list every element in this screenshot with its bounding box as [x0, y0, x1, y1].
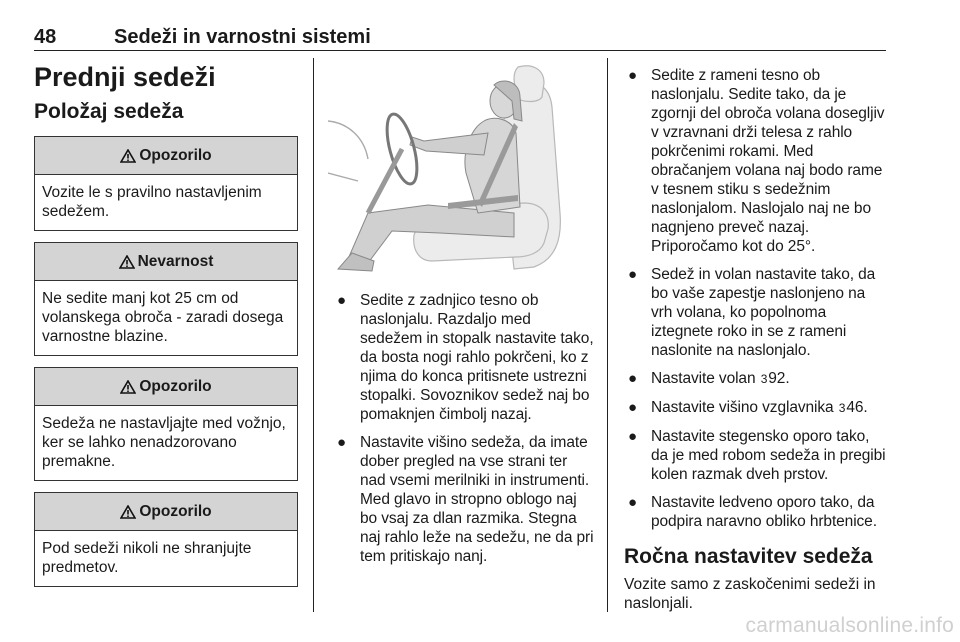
- section-paragraph: Vozite samo z zaskočenimi sedeži in naslonjali.: [624, 576, 876, 612]
- bullet-list: [624, 66, 888, 531]
- page-title: Prednji sedeži: [34, 62, 216, 92]
- warning-box-text: Pod sedeži nikoli ne shranjujte predmetov.: [42, 540, 252, 576]
- list-item: ● Nastavite višino vzglavnika 346.: [628, 399, 868, 416]
- column-divider: [313, 58, 314, 612]
- warning-box-heading: Opozorilo: [139, 146, 212, 164]
- column-left: [34, 60, 298, 598]
- subsection-title: Položaj sedeža: [34, 100, 184, 123]
- column-right: [624, 66, 888, 613]
- list-item: ● Sedite z zadnjico tesno ob naslonjalu. Razdaljo med sedežem in stopalk nastavite tako, da bosta nogi rahlo pokrčeni, ko z njima do konca pritisnete ustrezni stopalki. Sovoznikov sedež naj bo pomaknjen čimbolj nazaj.: [337, 292, 594, 423]
- page-number: 48: [34, 26, 57, 48]
- warning-triangle-icon: [119, 255, 135, 269]
- warning-box-header: [35, 137, 297, 175]
- bullet-icon: ●: [628, 399, 637, 416]
- column-middle: [333, 291, 595, 575]
- bullet-icon: ●: [628, 67, 637, 84]
- warning-box-heading: Opozorilo: [139, 502, 212, 520]
- danger-box-header: [35, 243, 297, 281]
- warning-triangle-icon: [120, 505, 136, 519]
- danger-box-heading: Nevarnost: [137, 252, 214, 270]
- list-item: ● Nastavite ledveno oporo tako, da podpira naravno obliko hrbtenice.: [628, 494, 877, 530]
- danger-box-text: Ne sedite manj kot 25 cm od volanskega obroča - zaradi dosega varnostne blazine.: [42, 290, 284, 345]
- warning-box-heading: Opozorilo: [139, 377, 212, 395]
- warning-box: [34, 136, 298, 231]
- watermark: carmanualsonline.info: [745, 614, 954, 637]
- list-item: ● Nastavite volan 392.: [628, 370, 790, 387]
- page-reference[interactable]: 92.: [768, 370, 790, 387]
- list-item: ● Nastavite stegensko oporo tako, da je med robom sedeža in pregibi kolen razmak dveh prstov.: [628, 428, 886, 483]
- section-title: Sedeži in varnostni sistemi: [114, 26, 371, 48]
- subsection-title: Ročna nastavitev sedeža: [624, 545, 873, 568]
- bullet-icon: ●: [628, 370, 637, 387]
- bullet-icon: ●: [628, 266, 637, 283]
- danger-box: [34, 242, 298, 356]
- warning-box-header: [35, 493, 297, 531]
- warning-triangle-icon: [120, 149, 136, 163]
- list-item: ● Sedež in volan nastavite tako, da bo vaše zapestje naslonjeno na vrh volana, ko popolnoma iztegnete roko in se z rameni naslonite na naslonjalo.: [628, 266, 876, 359]
- seated-driver-illustration: [328, 63, 594, 275]
- list-item: ● Sedite z rameni tesno ob naslonjalu. Sedite tako, da je zgornji del obroča volana dosegljiv v vzravnani drži telesa z rahlo pokrčenimi rokami. Med obračanjem volana naj bodo rame v tesnem stiku s sedežnim naslonjalom. Naslojalo naj ne bo nagnjeno preveč nazaj. Priporočamo kot do 25°.: [628, 67, 885, 255]
- bullet-icon: ●: [337, 292, 346, 309]
- warning-triangle-icon: [120, 380, 136, 394]
- page-header: [34, 26, 886, 51]
- warning-box: [34, 492, 298, 587]
- warning-box: [34, 367, 298, 481]
- bullet-icon: ●: [337, 434, 346, 451]
- bullet-icon: ●: [628, 494, 637, 511]
- warning-box-text: Vozite le s pravilno nastavljenim sedežem.: [42, 184, 262, 220]
- page-reference-icon: 3: [760, 372, 768, 386]
- bullet-icon: ●: [628, 428, 637, 445]
- page-reference[interactable]: 46.: [846, 399, 868, 416]
- list-item: ● Nastavite višino sedeža, da imate dober pregled na vse strani ter nad vsemi merilniki in instrumenti. Med glavo in stropno oblogo naj bo vsaj za dlan razmika. Stegna naj rahlo leže na sedežu, ne da pri tem pritiskajo nanj.: [337, 434, 594, 565]
- bullet-list: [333, 291, 595, 566]
- warning-box-text: Sedeža ne nastavljajte med vožnjo, ker se lahko nenadzorovano premakne.: [42, 415, 286, 470]
- warning-box-header: [35, 368, 297, 406]
- column-divider: [607, 58, 608, 612]
- page-reference-icon: 3: [838, 401, 846, 415]
